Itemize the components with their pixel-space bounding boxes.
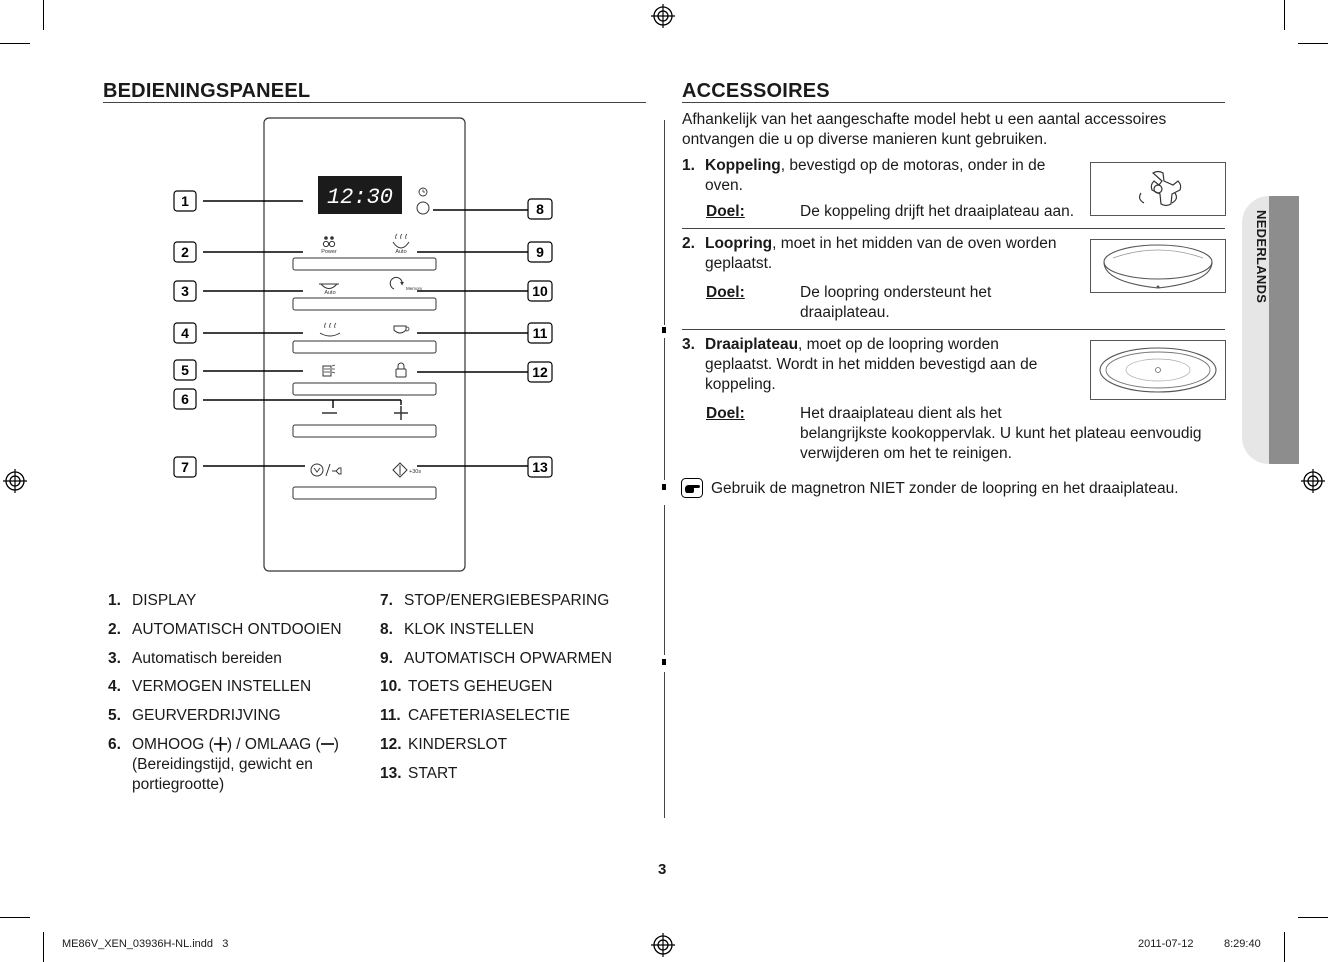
callout-4: 4 (181, 325, 189, 341)
plus30-label: +30s (409, 469, 422, 475)
callout-11: 11 (532, 325, 548, 341)
registration-mark-bottom (651, 933, 675, 957)
heading-rule (682, 102, 1225, 103)
minus-icon (321, 737, 334, 751)
footer-date: 2011-07-12 (1138, 938, 1194, 950)
callout-8: 8 (536, 201, 544, 217)
doel-label: Doel: (706, 203, 745, 220)
column-divider (664, 120, 665, 325)
intro-line-1: Afhankelijk van het aangeschafte model hebt u een aantal accessoires (682, 111, 1167, 128)
legend-item-6-line-2: (Bereidingstijd, gewicht en (132, 756, 313, 773)
callout-9: 9 (536, 244, 544, 260)
legend-item-9: 9. AUTOMATISCH OPWARMEN (380, 650, 613, 667)
accessory-item-coupler: 1. Koppeling, bevestigd op de motoras, onder in de (682, 157, 1046, 174)
doel-label: Doel: (706, 405, 745, 422)
page-number: 3 (658, 861, 667, 878)
registration-mark-top (651, 4, 675, 28)
item-divider (682, 228, 1225, 229)
button-row-5 (293, 425, 436, 437)
legend-item-5: 5. GEURVERDRIJVING (108, 707, 281, 724)
auto-cook-label: Auto (324, 290, 336, 296)
callout-7: 7 (181, 459, 189, 475)
footer-time: 8:29:40 (1224, 938, 1261, 950)
doel-text: De loopring ondersteunt het (800, 284, 992, 301)
doel-text: Het draaiplateau dient als het (800, 405, 1002, 422)
doel-text-line-2: belangrijkste kookoppervlak. U kunt het plateau eenvoudig (800, 425, 1202, 442)
callout-13: 13 (532, 459, 548, 475)
callout-12: 12 (532, 364, 548, 380)
turntable-image (1090, 340, 1226, 400)
legend-item-1: 1. DISPLAY (108, 592, 197, 609)
legend-item-2: 2. AUTOMATISCH ONTDOOIEN (108, 621, 342, 638)
intro-line-2: ontvangen die u op diverse manieren kunt gebruiken. (682, 131, 1048, 148)
legend-item-6: 6. OMHOOG ( ) / OMLAAG ( ) (108, 736, 339, 753)
doel-text-line-3: verwijderen om het te reinigen. (800, 445, 1012, 462)
accessory-item-coupler-line-2: oven. (705, 177, 743, 194)
button-row-4 (293, 383, 436, 395)
button-row-6 (293, 487, 436, 499)
legend-item-6-line-3: portiegrootte) (132, 776, 225, 793)
coupler-image (1090, 162, 1226, 216)
control-panel-diagram (165, 112, 565, 576)
button-row-3 (293, 341, 436, 353)
heading-rule (103, 102, 646, 103)
accessory-item-turntable: 3. Draaiplateau, moet op de loopring worden (682, 336, 999, 353)
power-label: Power (321, 249, 337, 255)
callout-5: 5 (181, 362, 189, 378)
legend-item-8: 8. KLOK INSTELLEN (380, 621, 535, 638)
auto-reheat-label: Auto (395, 249, 407, 255)
button-row-1 (293, 258, 436, 270)
accessory-item-turntable-line-3: koppeling. (705, 376, 776, 393)
accessory-item-roller-ring: 2. Loopring, moet in het midden van de oven worden (682, 235, 1057, 252)
pointing-hand-icon (681, 478, 703, 498)
footer-filename: ME86V_XEN_03936H-NL.indd 3 (62, 938, 229, 950)
accessory-item-roller-ring-line-2: geplaatst. (705, 255, 773, 272)
memory-label: Memory (406, 286, 423, 291)
legend-item-4: 4. VERMOGEN INSTELLEN (108, 678, 312, 695)
callout-6: 6 (181, 391, 189, 407)
section-heading-control-panel: BEDIENINGSPANEEL (103, 80, 311, 102)
legend-item-12: 12. KINDERSLOT (380, 736, 508, 753)
doel-text-line-2: draaiplateau. (800, 304, 890, 321)
doel-text: De koppeling drijft het draaiplateau aan. (800, 203, 1075, 220)
legend-item-10: 10. TOETS GEHEUGEN (380, 678, 553, 695)
callout-10: 10 (532, 283, 548, 299)
callout-3: 3 (181, 283, 189, 299)
legend-item-3: 3. Automatisch bereiden (108, 650, 282, 667)
registration-mark-left (3, 469, 27, 493)
button-row-2 (293, 298, 436, 310)
accessory-item-turntable-line-2: geplaatst. Wordt in het midden bevestigd aan de (705, 356, 1038, 373)
legend-item-7: 7. STOP/ENERGIEBESPARING (380, 592, 610, 609)
doel-label: Doel: (706, 284, 745, 301)
legend-item-11: 11. CAFETERIASELECTIE (380, 707, 570, 724)
section-heading-accessories: ACCESSOIRES (682, 80, 830, 102)
item-divider (682, 329, 1225, 330)
callout-1: 1 (181, 193, 189, 209)
plus-icon (214, 737, 227, 751)
note-text: Gebruik de magnetron NIET zonder de loopring en het draaiplateau. (711, 480, 1179, 497)
roller-ring-image (1090, 239, 1226, 293)
callout-2: 2 (181, 244, 189, 260)
registration-mark-right (1301, 469, 1325, 493)
display-text: 12:30 (326, 185, 394, 210)
language-tab-label: NEDERLANDS (1254, 210, 1269, 304)
legend-item-13: 13. START (380, 765, 458, 782)
